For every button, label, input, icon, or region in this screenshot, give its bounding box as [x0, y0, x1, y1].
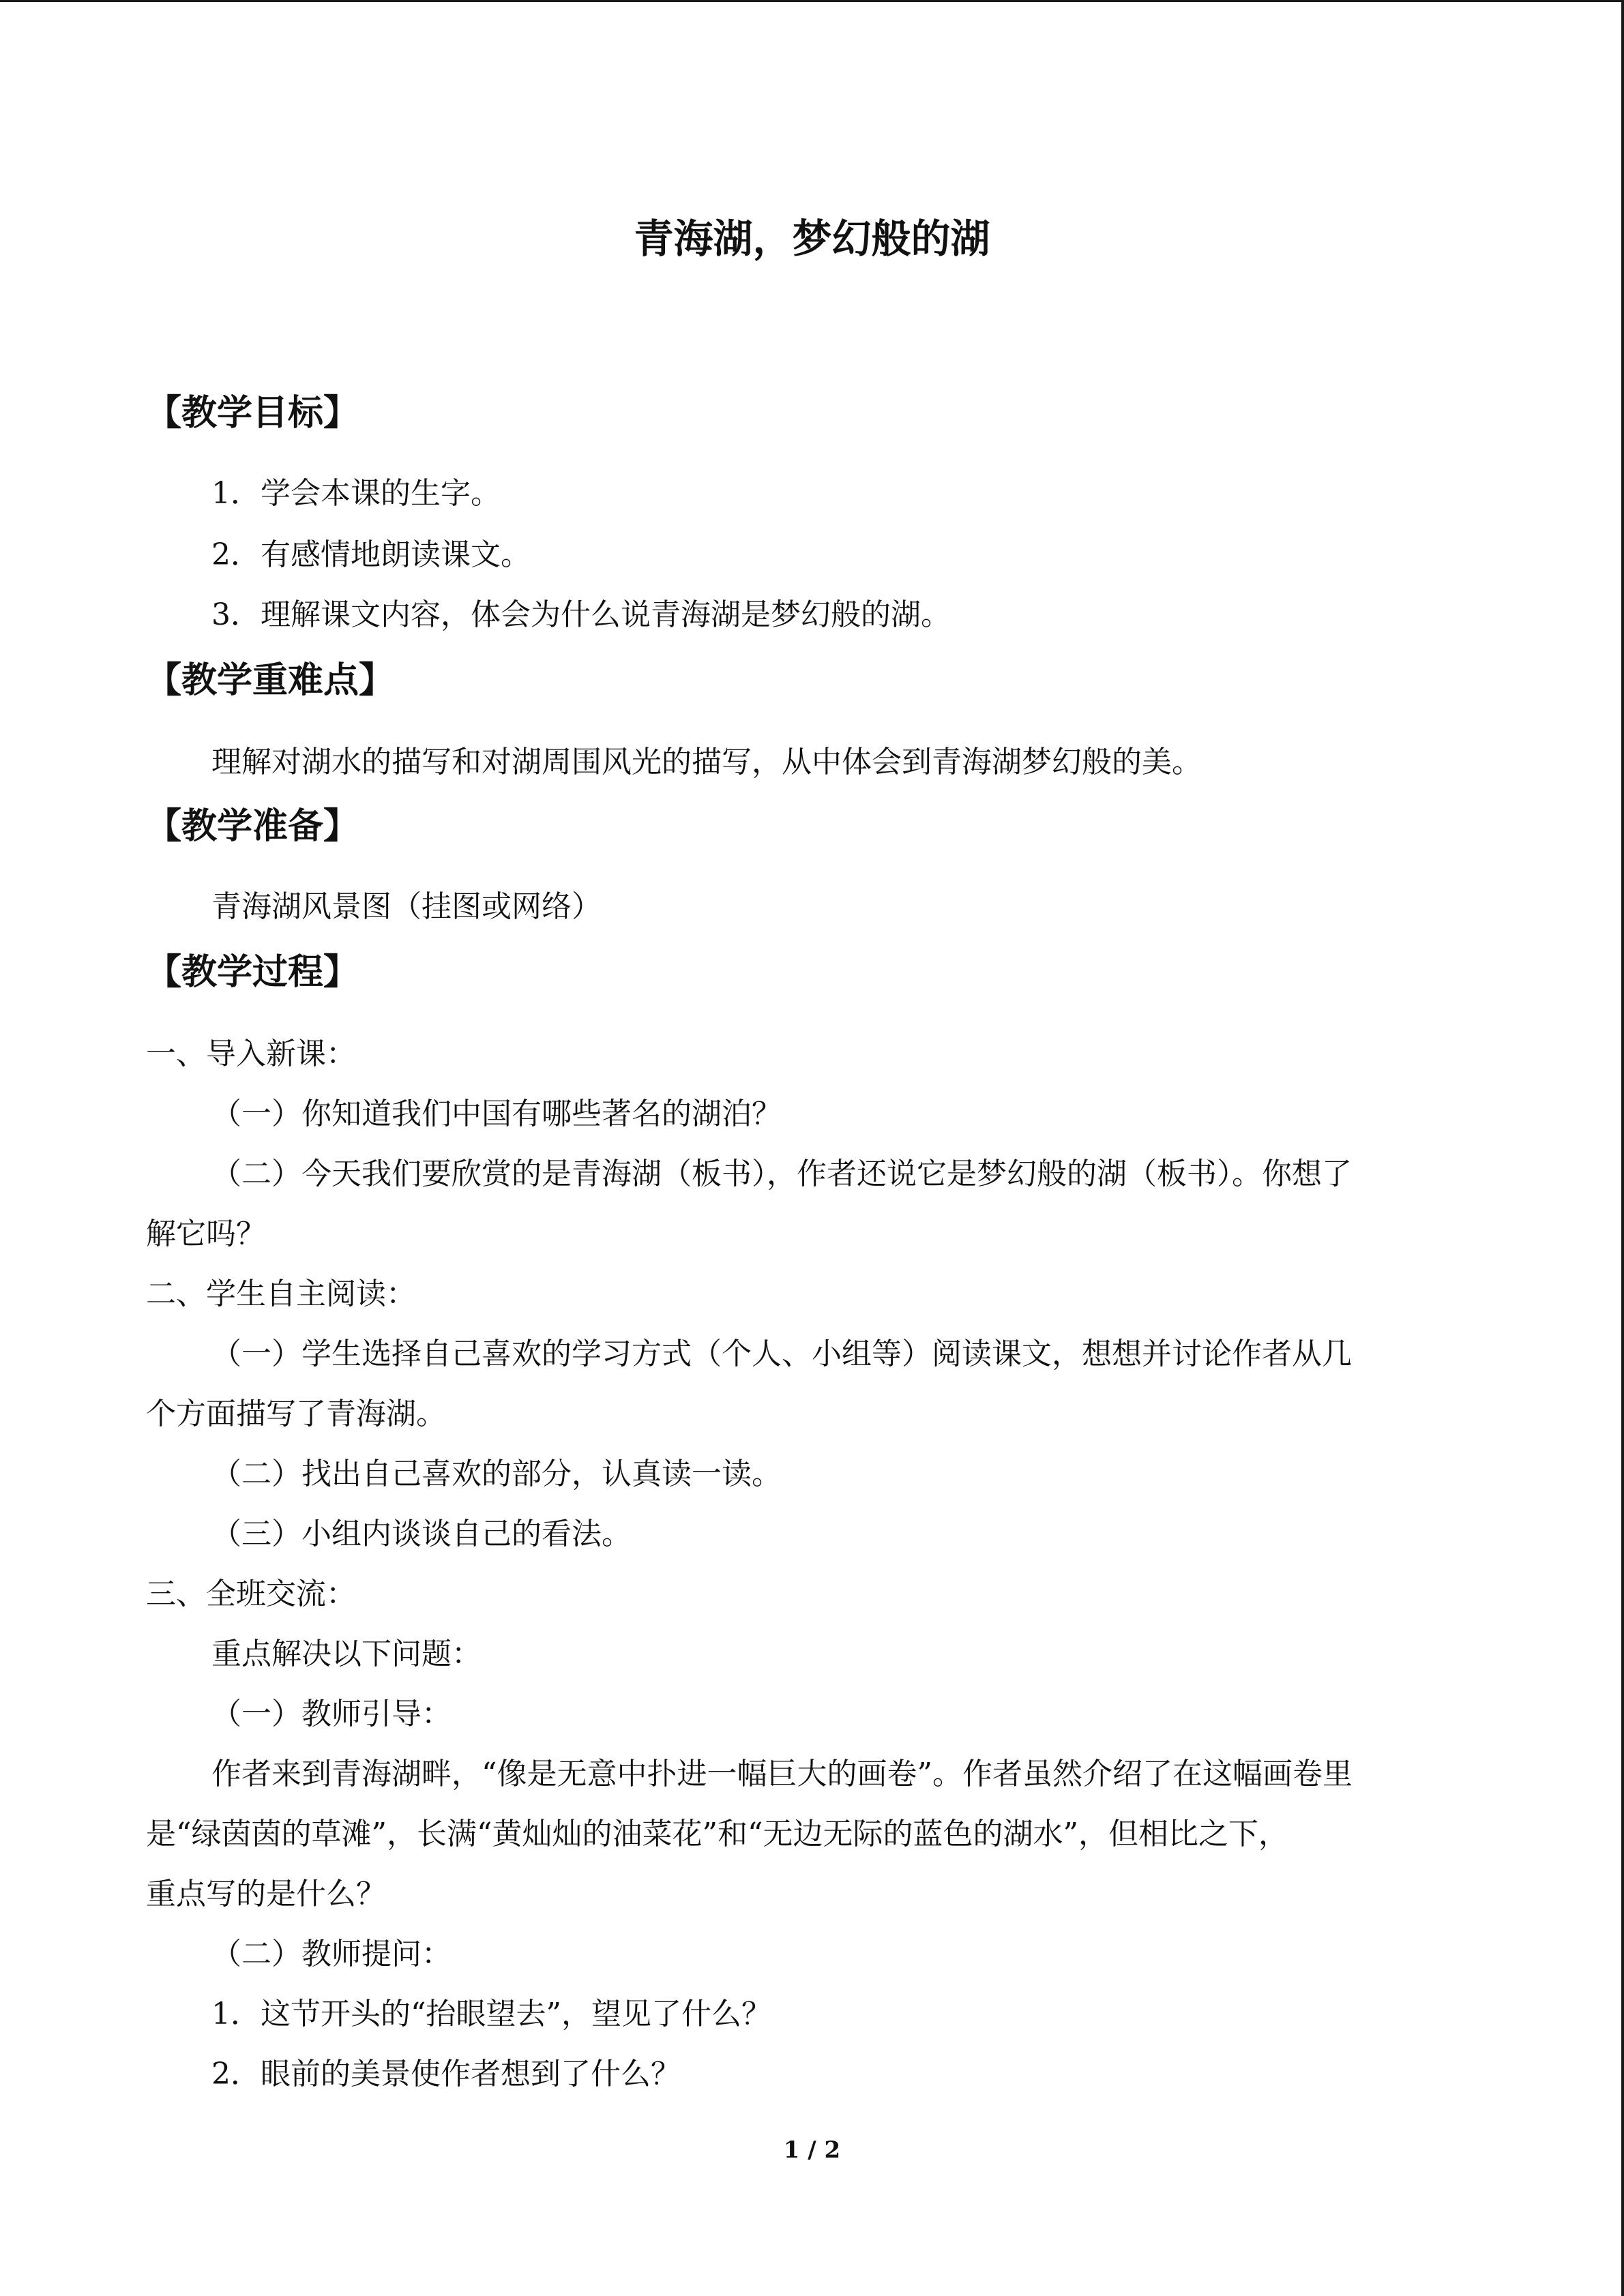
part2-step-3: （三）小组内谈谈自己的看法。: [211, 1517, 632, 1551]
goal-item-3: 3．理解课文内容，体会为什么说青海湖是梦幻般的湖。: [211, 597, 951, 632]
part3-ask-2: 2．眼前的美景使作者想到了什么？: [211, 2057, 681, 2091]
part2-step-1-line2: 个方面描写了青海湖。: [146, 1397, 446, 1431]
heading-teaching-goals: 【教学目标】: [146, 392, 359, 434]
part1-question-2-line2: 解它吗？: [146, 1217, 266, 1251]
part1-title: 一、导入新课：: [146, 1037, 356, 1071]
part3-title: 三、全班交流：: [146, 1577, 356, 1611]
goal-item-1: 1．学会本课的生字。: [211, 476, 501, 511]
document-title: 青海湖，梦幻般的湖: [634, 215, 990, 262]
goal-item-2: 2．有感情地朗读课文。: [211, 537, 531, 572]
part2-step-2: （二）找出自己喜欢的部分，认真读一读。: [211, 1457, 782, 1491]
part2-title: 二、学生自主阅读：: [146, 1277, 416, 1311]
part3-guide-line1: 作者来到青海湖畔，“像是无意中扑进一幅巨大的画卷”。作者虽然介绍了在这幅画卷里: [211, 1757, 1353, 1791]
preparation-text: 青海湖风景图（挂图或网络）: [211, 889, 602, 924]
part3-ask-1: 1．这节开头的“抬眼望去”，望见了什么？: [211, 1997, 771, 2031]
page-number: 1 / 2: [783, 2136, 841, 2164]
heading-process: 【教学过程】: [146, 951, 359, 993]
part3-ask-title: （二）教师提问：: [211, 1937, 452, 1971]
heading-preparation: 【教学准备】: [146, 805, 359, 847]
part3-intro: 重点解决以下问题：: [211, 1637, 482, 1671]
part3-guide-line2: 是“绿茵茵的草滩”，长满“黄灿灿的油菜花”和“无边无际的蓝色的湖水”，但相比之下，: [146, 1817, 1288, 1851]
part1-question-2-line1: （二）今天我们要欣赏的是青海湖（板书），作者还说它是梦幻般的湖（板书）。你想了: [211, 1157, 1352, 1191]
part1-question-1: （一）你知道我们中国有哪些著名的湖泊？: [211, 1097, 782, 1131]
part2-step-1-line1: （一）学生选择自己喜欢的学习方式（个人、小组等）阅读课文，想想并讨论作者从几: [211, 1337, 1352, 1371]
part3-guide-line3: 重点写的是什么？: [146, 1877, 386, 1911]
difficulties-text: 理解对湖水的描写和对湖周围风光的描写，从中体会到青海湖梦幻般的美。: [211, 745, 1202, 779]
heading-key-difficulties: 【教学重难点】: [146, 659, 395, 701]
part3-guide-title: （一）教师引导：: [211, 1697, 452, 1731]
page-top-border: [0, 0, 1624, 2]
page-right-border: [1621, 0, 1624, 2296]
